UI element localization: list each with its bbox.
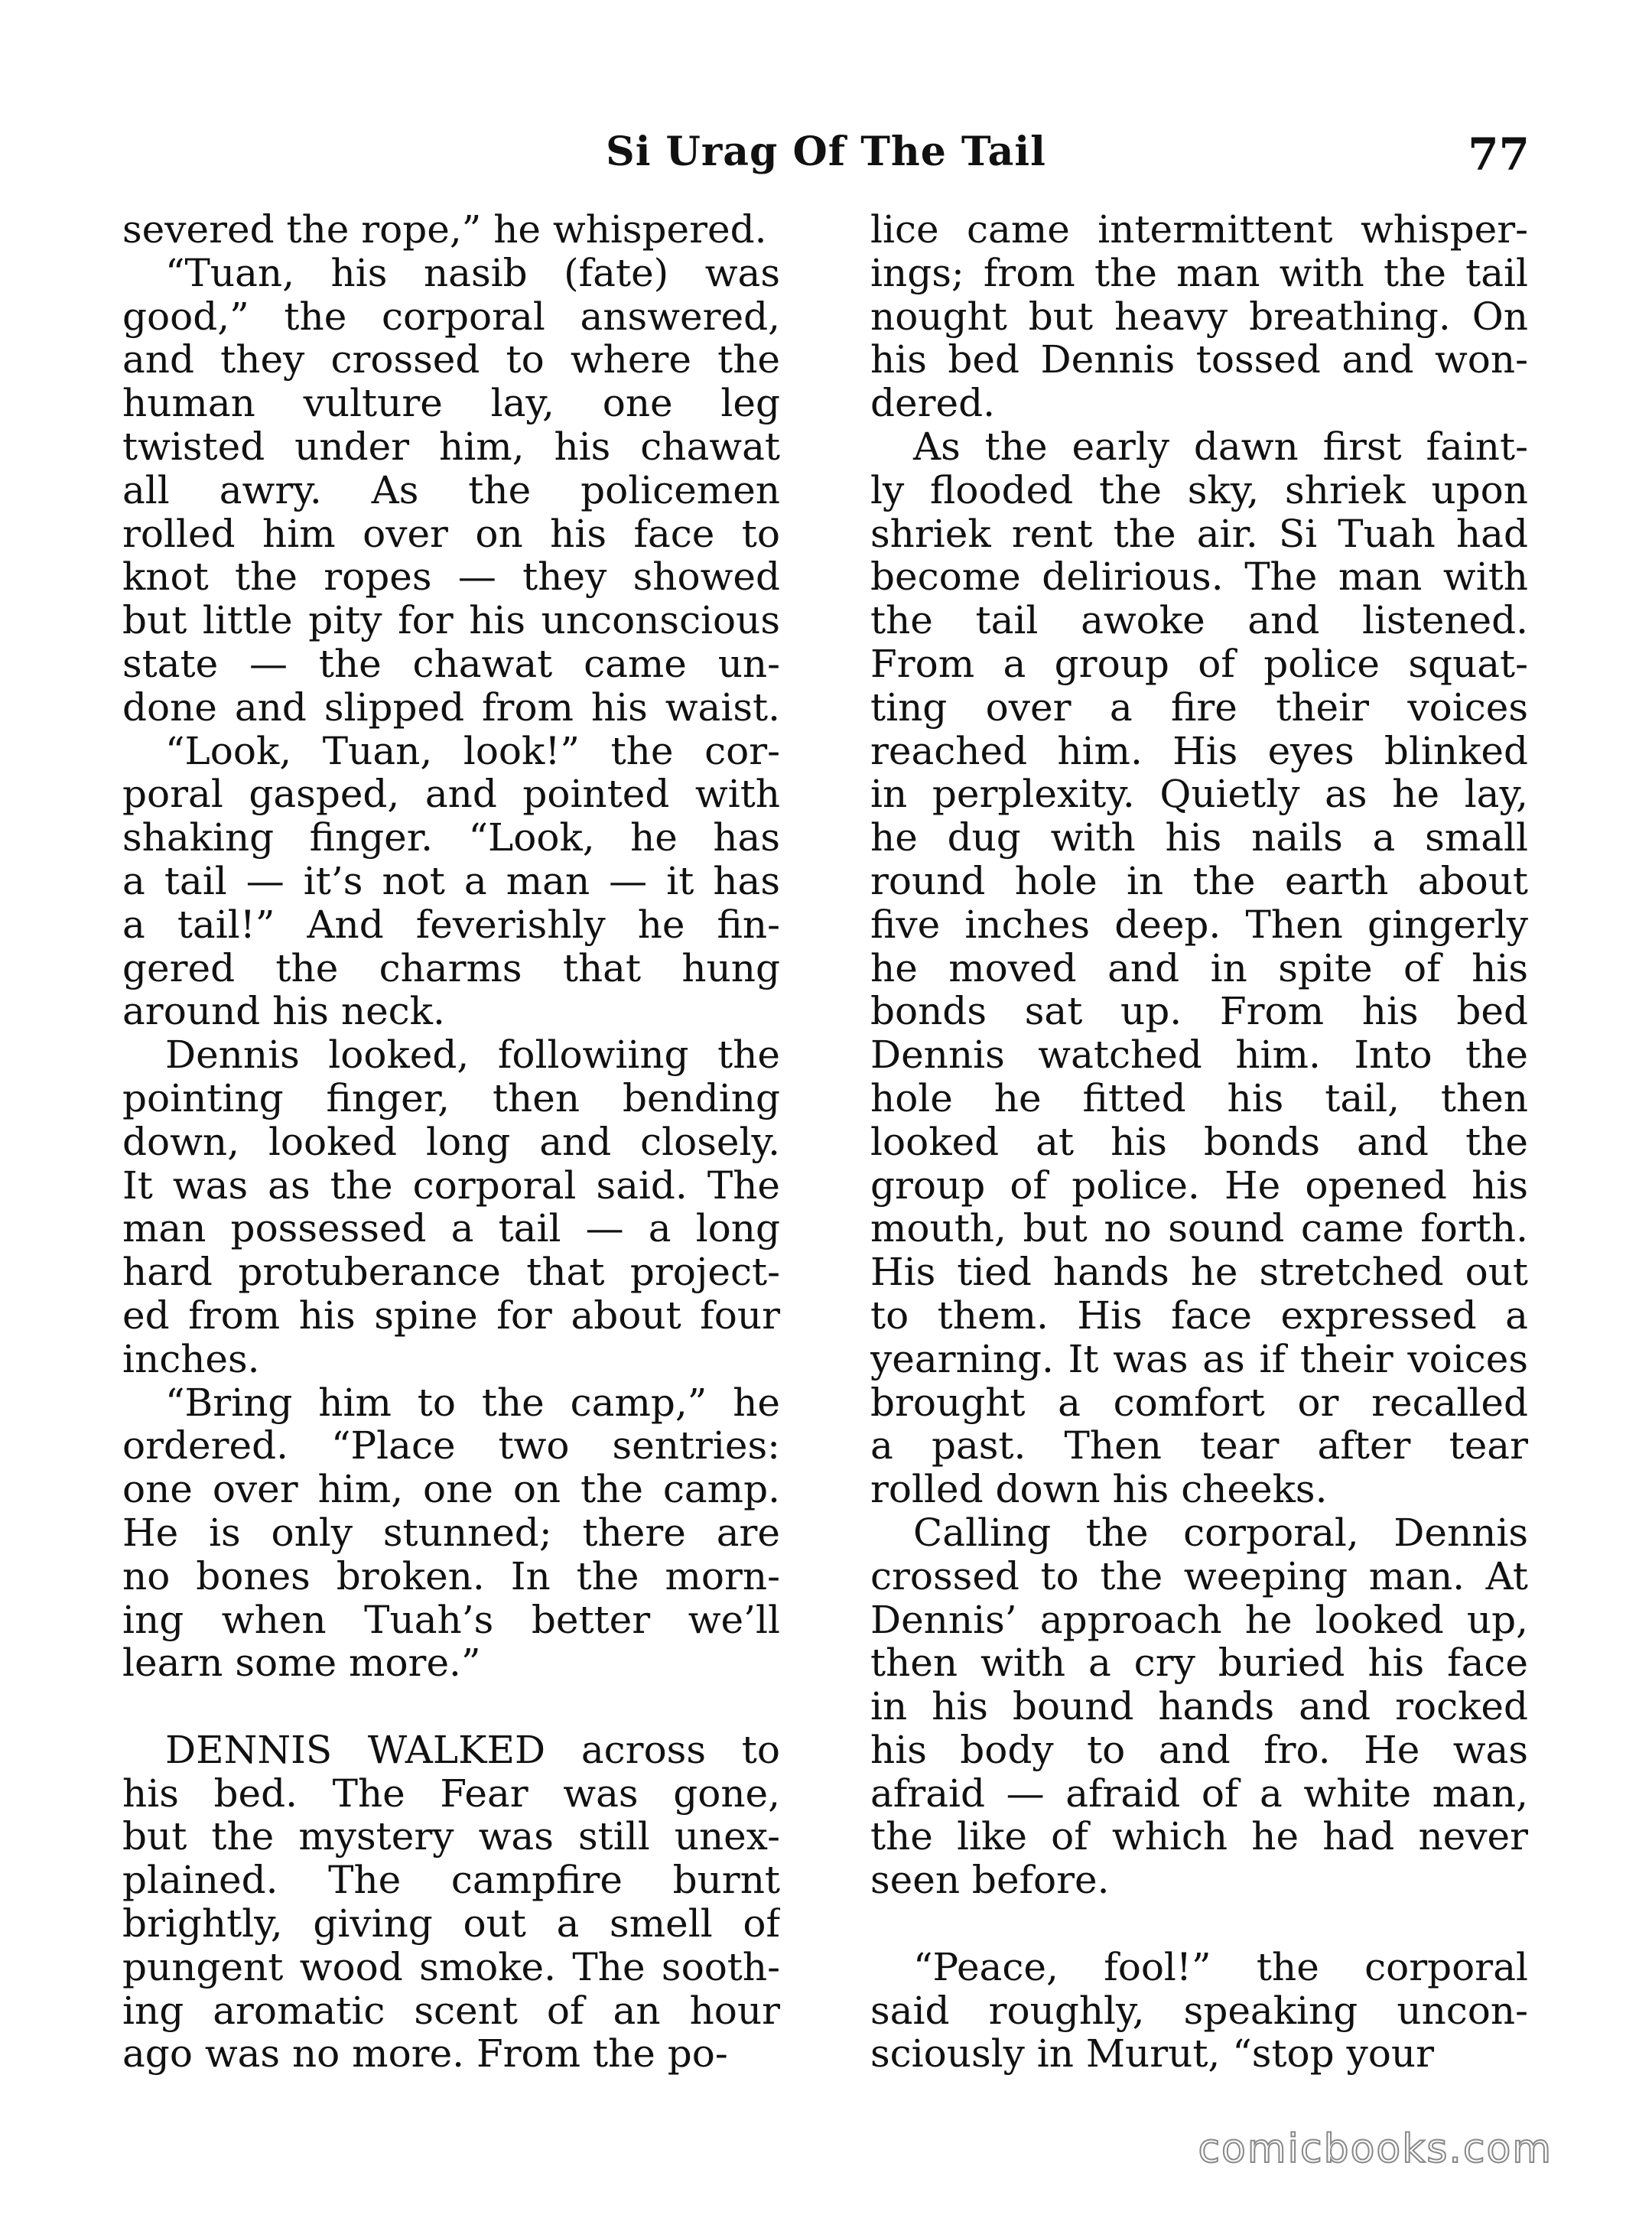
- text-line: become delirious. The man with: [870, 555, 1528, 600]
- text-line: twisted under him, his chawat: [122, 424, 780, 469]
- running-header-title: Si Urag Of The Tail: [606, 128, 1046, 175]
- text-line: pointing finger, then bending: [122, 1076, 780, 1120]
- text-line: his bed. The Fear was gone,: [122, 1771, 780, 1816]
- text-line: ago was no more. From the po-: [122, 2032, 728, 2077]
- text-line: the tail awoke and listened.: [870, 599, 1528, 642]
- text-line: “Tuan, his nasib (fate) was: [165, 251, 780, 295]
- text-line: pungent wood smoke. The sooth-: [122, 1945, 780, 1989]
- text-line: shaking finger. “Look, he has: [122, 816, 780, 860]
- text-line: Dennis’ approach he looked up,: [870, 1598, 1528, 1642]
- text-line: down, looked long and closely.: [122, 1120, 780, 1164]
- text-line: [870, 1902, 1528, 1946]
- text-line: lice came intermittent whisper-: [870, 208, 1528, 252]
- text-line: ing aromatic scent of an hour: [122, 1989, 780, 2033]
- text-line: He is only stunned; there are: [122, 1511, 780, 1555]
- text-line: Dennis looked, followiing the: [165, 1033, 780, 1077]
- text-line: looked at his bonds and the: [870, 1120, 1528, 1164]
- text-line: sciously in Murut, “stop your: [870, 2032, 1434, 2077]
- text-line: “Bring him to the camp,” he: [165, 1381, 780, 1425]
- text-line: mouth, but no sound came forth.: [870, 1207, 1528, 1251]
- text-line: said roughly, speaking uncon-: [870, 1989, 1528, 2033]
- text-line: five inches deep. Then gingerly: [870, 902, 1528, 947]
- text-line: brought a comfort or recalled: [870, 1381, 1528, 1425]
- text-line: seen before.: [870, 1859, 1110, 1903]
- text-line: learn some more.”: [122, 1641, 481, 1686]
- text-line: but little pity for his unconscious: [122, 599, 780, 642]
- text-line: state — the chawat came un-: [122, 642, 780, 686]
- text-line: shriek rent the air. Si Tuah had: [870, 512, 1528, 556]
- text-line: man possessed a tail — a long: [122, 1207, 780, 1251]
- right-text-column: [870, 208, 1528, 2076]
- text-line: but the mystery was still unex-: [122, 1815, 780, 1859]
- text-line: no bones broken. In the morn-: [122, 1554, 780, 1598]
- text-line: in his bound hands and rocked: [870, 1685, 1528, 1729]
- text-line: poral gasped, and pointed with: [122, 772, 780, 817]
- text-line: brightly, giving out a smell of: [122, 1902, 780, 1946]
- text-line: the like of which he had never: [870, 1815, 1528, 1859]
- text-line: ordered. “Place two sentries:: [122, 1424, 780, 1468]
- text-line: ting over a fire their voices: [870, 685, 1528, 730]
- text-line: inches.: [122, 1337, 260, 1381]
- text-line: gered the charms that hung: [122, 946, 780, 990]
- text-line: ing when Tuah’s better we’ll: [122, 1598, 780, 1642]
- text-line: a tail!” And feverishly he fin-: [122, 902, 780, 947]
- text-line: From a group of police squat-: [870, 642, 1528, 686]
- text-line: one over him, one on the camp.: [122, 1468, 780, 1511]
- text-line: human vulture lay, one leg: [122, 382, 780, 425]
- text-line: His tied hands he stretched out: [870, 1250, 1528, 1294]
- text-line: rolled down his cheeks.: [870, 1468, 1328, 1511]
- text-line: It was as the corporal said. The: [122, 1163, 780, 1208]
- text-line: yearning. It was as if their voices: [870, 1337, 1528, 1381]
- text-line: severed the rope,” he whispered.: [122, 208, 767, 252]
- text-line: [122, 1685, 780, 1729]
- text-line: around his neck.: [122, 990, 445, 1034]
- text-line: all awry. As the policemen: [122, 468, 780, 512]
- text-line: dered.: [870, 382, 995, 425]
- text-line: hard protuberance that project-: [122, 1250, 780, 1294]
- text-line: knot the ropes — they showed: [122, 555, 780, 600]
- text-line: Dennis watched him. Into the: [870, 1033, 1528, 1077]
- text-line: he moved and in spite of his: [870, 946, 1528, 990]
- text-line: to them. His face expressed a: [870, 1293, 1528, 1338]
- text-line: afraid — afraid of a white man,: [870, 1771, 1528, 1816]
- text-line: in perplexity. Quietly as he lay,: [870, 772, 1528, 817]
- text-line: good,” the corporal answered,: [122, 294, 780, 339]
- text-line: hole he fitted his tail, then: [870, 1076, 1528, 1120]
- text-line: and they crossed to where the: [122, 338, 780, 382]
- text-line: he dug with his nails a small: [870, 816, 1528, 860]
- text-line: then with a cry buried his face: [870, 1641, 1528, 1686]
- text-line: Calling the corporal, Dennis: [913, 1511, 1528, 1555]
- text-line: DENNIS WALKED across to: [165, 1728, 780, 1772]
- text-line: a tail — it’s not a man — it has: [122, 859, 780, 903]
- text-line: ings; from the man with the tail: [870, 251, 1528, 295]
- text-line: round hole in the earth about: [870, 859, 1528, 903]
- text-line: his bed Dennis tossed and won-: [870, 338, 1528, 382]
- text-line: group of police. He opened his: [870, 1163, 1528, 1208]
- left-text-column: [122, 208, 780, 2076]
- text-line: plained. The campfire burnt: [122, 1859, 780, 1903]
- text-line: ly flooded the sky, shriek upon: [870, 468, 1528, 512]
- text-line: rolled him over on his face to: [122, 512, 780, 556]
- watermark-logo: comicbooks.com: [1198, 2126, 1553, 2172]
- page-number: 77: [1468, 128, 1530, 180]
- text-line: bonds sat up. From his bed: [870, 990, 1528, 1034]
- text-line: As the early dawn first faint-: [913, 424, 1528, 469]
- text-line: reached him. His eyes blinked: [870, 729, 1528, 773]
- text-line: crossed to the weeping man. At: [870, 1554, 1528, 1598]
- text-line: done and slipped from his waist.: [122, 685, 780, 730]
- text-line: a past. Then tear after tear: [870, 1424, 1528, 1468]
- text-line: nought but heavy breathing. On: [870, 294, 1528, 339]
- text-line: “Peace, fool!” the corporal: [913, 1945, 1528, 1989]
- text-line: his body to and fro. He was: [870, 1728, 1528, 1772]
- text-line: “Look, Tuan, look!” the cor-: [165, 729, 780, 773]
- text-line: ed from his spine for about four: [122, 1293, 780, 1338]
